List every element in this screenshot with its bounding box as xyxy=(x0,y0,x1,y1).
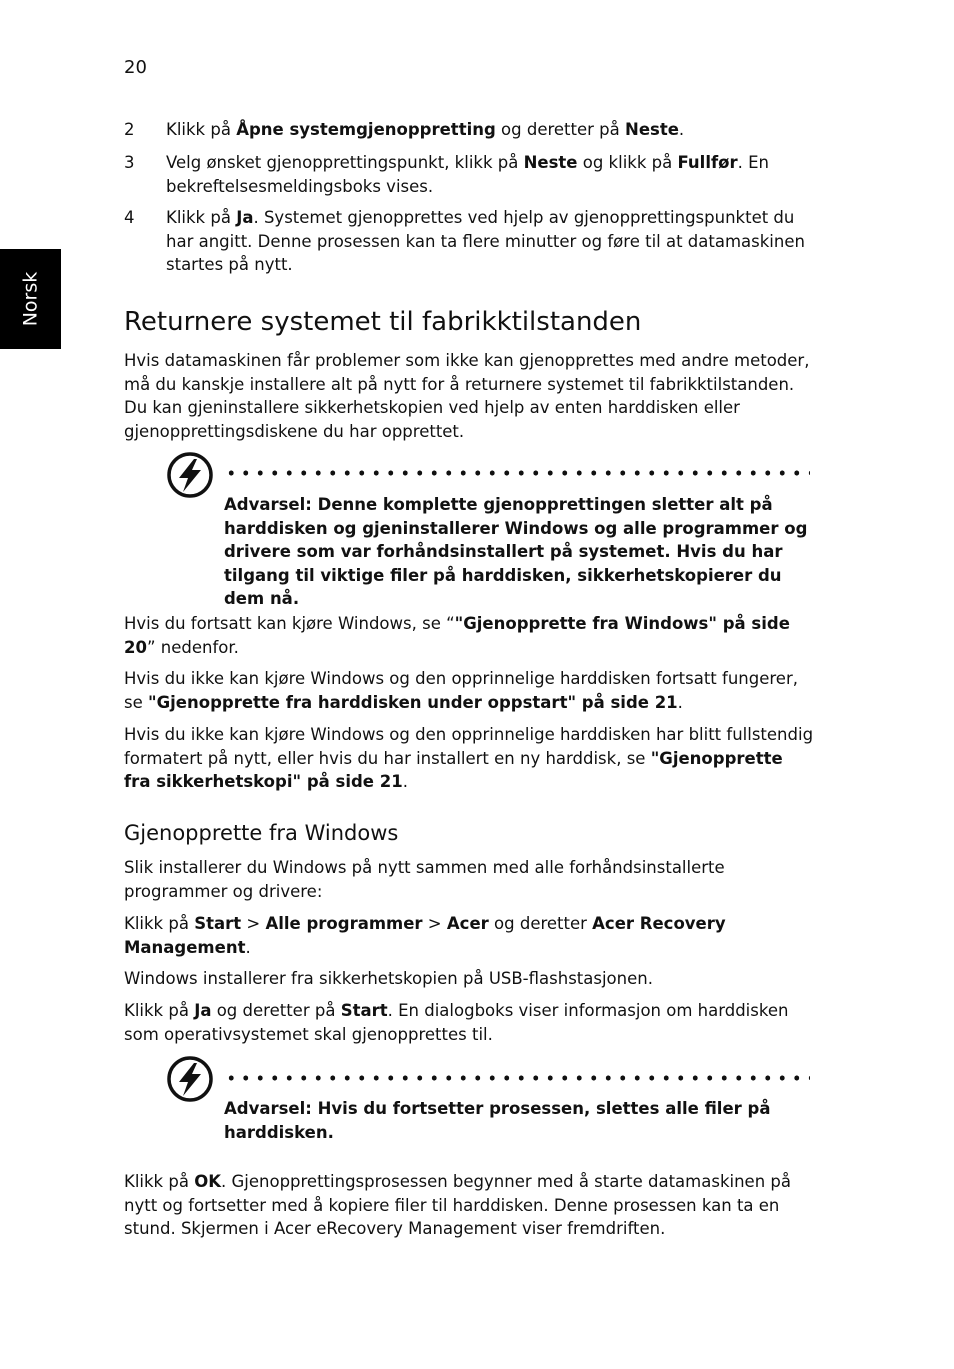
step-number: 2 xyxy=(124,120,135,139)
cross-reference-link[interactable]: "Gjenopprette fra harddisken under oppstart" på side 21 xyxy=(148,692,678,712)
side-tab-label: Norsk xyxy=(18,271,41,327)
cross-reference-link[interactable]: "Gjenopprette fra Windows" på side 20 xyxy=(124,614,790,657)
paragraph: Slik installerer du Windows på nytt sammen med alle forhåndsinstallerte programmer og drivere: xyxy=(124,858,725,901)
step-text: Velg ønsket gjenopprettingspunkt, klikk på Neste og klikk på Fullfør. En bekreftelsesmeldingsboks vises. xyxy=(166,153,770,196)
language-side-tab xyxy=(0,249,61,349)
step-text: Klikk på Ja. Systemet gjenopprettes ved hjelp av gjenopprettingspunktet du har angitt. Denne prosessen kan ta flere minutter og føre til at datamaskinen startes på nytt. xyxy=(166,208,805,274)
page-number: 20 xyxy=(124,57,147,78)
paragraph: Klikk på Ja og deretter på Start. En dialogboks viser informasjon om harddisken som operativsystemet skal gjenopprettes til. xyxy=(124,1001,789,1044)
paragraph: Klikk på Start > Alle programmer > Acer og deretter Acer Recovery Management. xyxy=(124,914,726,957)
step-number: 4 xyxy=(124,208,135,227)
paragraph: Klikk på OK. Gjenopprettingsprosessen begynner med å starte datamaskinen på nytt og fortsetter med å kopiere filer til harddisken. Denne prosessen kan ta en stund. Skjermen i Acer eRecovery Management viser fremdriften. xyxy=(124,1172,791,1238)
step-item xyxy=(124,206,814,277)
warning-divider xyxy=(224,1075,810,1081)
warning-icon xyxy=(166,451,214,499)
step-number: 3 xyxy=(124,153,135,172)
section-title: Returnere systemet til fabrikktilstanden xyxy=(124,307,642,337)
paragraph: Hvis du ikke kan kjøre Windows og den opprinnelige harddisken fortsatt fungerer, se "Gjenopprette fra harddisken under oppstart" på side 21. xyxy=(124,669,798,712)
subsection-title: Gjenopprette fra Windows xyxy=(124,821,399,845)
step-text: Klikk på Åpne systemgjenoppretting og deretter på Neste. xyxy=(166,120,685,139)
intro-paragraph: Hvis datamaskinen får problemer som ikke kan gjenopprettes med andre metoder, må du kanskje installere alt på nytt for å returnere systemet til fabrikktilstanden. Du kan gjeninstallere sikkerhetskopien ved hjelp av enten harddisken eller gjenopprettingsdiskene du har opprettet. xyxy=(124,351,810,441)
paragraph: Hvis du fortsatt kan kjøre Windows, se “"Gjenopprette fra Windows" på side 20” nedenfor. xyxy=(124,614,790,657)
warning-text: Advarsel: Denne komplette gjenopprettingen sletter alt på harddisken og gjeninstallerer Windows og alle programmer og drivere som var forhåndsinstallert på systemet. Hvis du har tilgang til viktige filer på harddisken, sikkerhetskopierer du dem nå. xyxy=(224,495,808,608)
warning-text: Advarsel: Hvis du fortsetter prosessen, slettes alle filer på harddisken. xyxy=(224,1099,771,1142)
step-item xyxy=(124,151,814,198)
paragraph: Hvis du ikke kan kjøre Windows og den opprinnelige harddisken har blitt fullstendig formatert på nytt, eller hvis du har installert en ny harddisk, se "Gjenopprette fra sikkerhetskopi" på side 21. xyxy=(124,725,814,791)
cross-reference-link[interactable]: "Gjenopprette fra sikkerhetskopi" på side 21 xyxy=(124,748,783,791)
warning-divider xyxy=(224,470,810,476)
warning-icon xyxy=(166,1055,214,1103)
step-item xyxy=(124,118,814,142)
paragraph: Windows installerer fra sikkerhetskopien på USB-flashstasjonen. xyxy=(124,969,653,988)
